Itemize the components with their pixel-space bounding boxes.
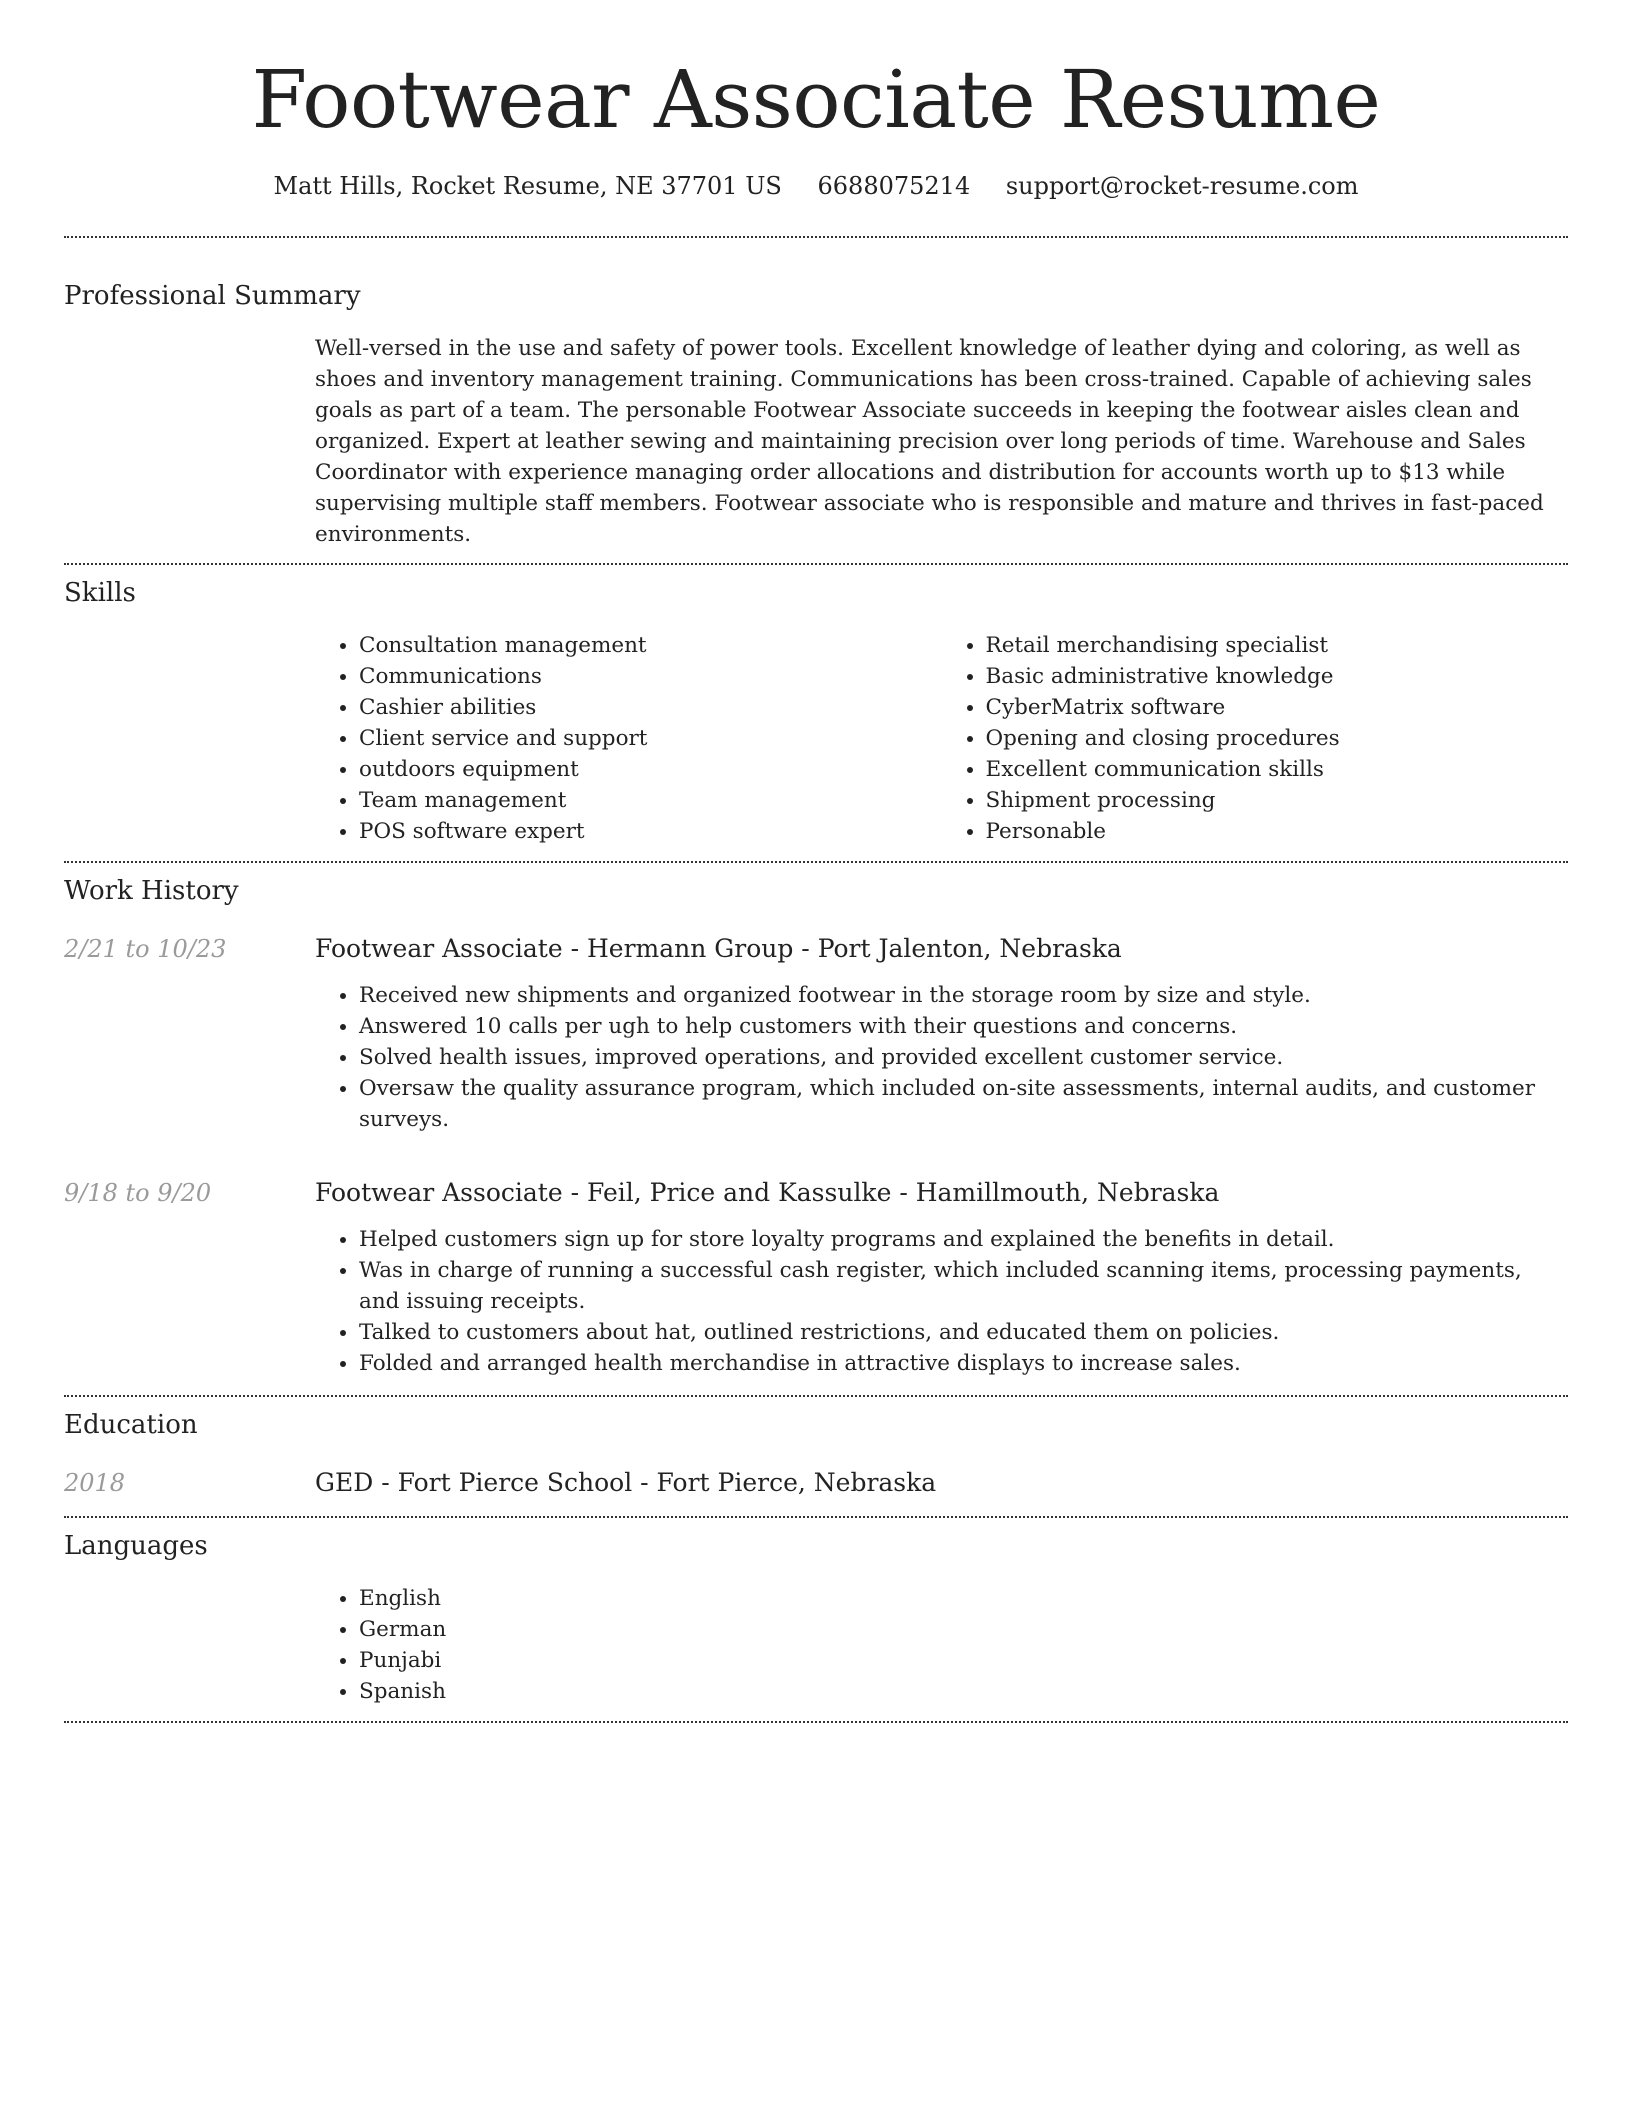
section-skills [64, 576, 1568, 847]
divider [64, 1516, 1568, 1518]
job-details [315, 1224, 1568, 1379]
skill-item: • outdoors equipment [359, 754, 942, 785]
contact-address: Matt Hills, Rocket Resume, NE 37701 US [273, 172, 782, 200]
skill-item: • Cashier abilities [359, 692, 942, 723]
divider [64, 1721, 1568, 1723]
skills-list-left [315, 630, 942, 847]
education-title: GED - Fort Pierce School - Fort Pierce, Nebraska [315, 1468, 937, 1497]
job-bullet: • Received new shipments and organized footwear in the storage room by size and style. [359, 980, 1568, 1011]
job-bullet: • Solved health issues, improved operations, and provided excellent customer service. [359, 1042, 1568, 1073]
job-header [64, 932, 1568, 966]
section-heading-education: Education [64, 1410, 198, 1440]
resume-page [64, 0, 1568, 1723]
summary-content [315, 333, 1568, 550]
language-item: • English [359, 1583, 1568, 1614]
language-item: • Spanish [359, 1676, 1568, 1707]
job-bullet: • Folded and arranged health merchandise in attractive displays to increase sales. [359, 1348, 1568, 1379]
section-heading-work: Work History [64, 876, 239, 906]
section-education [64, 1408, 1568, 1500]
skill-item: • Retail merchandising specialist [986, 630, 1569, 661]
section-summary [64, 279, 1568, 550]
job-title: Footwear Associate - Feil, Price and Kassulke - Hamillmouth, Nebraska [315, 1178, 1220, 1207]
skill-item: • Team management [359, 785, 942, 816]
section-heading-summary: Professional Summary [64, 281, 361, 311]
skill-item: • Consultation management [359, 630, 942, 661]
education-entry [64, 1466, 1568, 1500]
job-bullet: • Oversaw the quality assurance program, which included on-site assessments, internal audits, and customer surveys. [359, 1073, 1568, 1135]
skill-item: • Client service and support [359, 723, 942, 754]
job-bullets [315, 980, 1568, 1135]
divider [64, 1395, 1568, 1397]
section-heading-skills: Skills [64, 578, 136, 608]
skill-item: • Excellent communication skills [986, 754, 1569, 785]
skill-item: • Communications [359, 661, 942, 692]
contact-phone: 6688075214 [817, 172, 971, 200]
job-dates: 2/21 to 10/23 [64, 935, 227, 963]
contact-email: support@rocket-resume.com [1005, 172, 1359, 200]
skill-item: • POS software expert [359, 816, 942, 847]
job-bullet: • Talked to customers about hat, outlined restrictions, and educated them on policies. [359, 1317, 1568, 1348]
education-date: 2018 [64, 1469, 126, 1497]
job-header [64, 1176, 1568, 1210]
skills-columns [315, 630, 1568, 847]
job-dates: 9/18 to 9/20 [64, 1179, 212, 1207]
job-details [315, 980, 1568, 1135]
resume-title: Footwear Associate Resume [251, 53, 1381, 146]
divider [64, 563, 1568, 565]
section-heading-languages: Languages [64, 1531, 208, 1561]
language-item: • Punjabi [359, 1645, 1568, 1676]
skill-item: • Shipment processing [986, 785, 1569, 816]
section-languages [64, 1529, 1568, 1707]
skills-list-right [942, 630, 1569, 847]
job-title: Footwear Associate - Hermann Group - Port Jalenton, Nebraska [315, 934, 1122, 963]
job-bullets [315, 1224, 1568, 1379]
skill-item: • Personable [986, 816, 1569, 847]
job-bullet: • Was in charge of running a successful cash register, which included scanning items, processing payments, and issuing receipts. [359, 1255, 1568, 1317]
languages-list [315, 1583, 1568, 1707]
summary-text: Well-versed in the use and safety of power tools. Excellent knowledge of leather dying and coloring, as well as shoes and inventory management training. Communications has been cross-trained. Capable of achieving sales goals as part of a team. The personable Footwear Associate succeeds in keeping the footwear aisles clean and organized. Expert at leather sewing and maintaining precision over long periods of time. Warehouse and Sales Coordinator with experience managing order allocations and distribution for accounts worth up to $13 while supervising multiple staff members. Footwear associate who is responsible and mature and thrives in fast-paced environments. [315, 336, 1544, 547]
job-bullet: • Helped customers sign up for store loyalty programs and explained the benefits in detail. [359, 1224, 1568, 1255]
languages-content [315, 1583, 1568, 1707]
skill-item: • Opening and closing procedures [986, 723, 1569, 754]
section-work-history [64, 874, 1568, 1379]
language-item: • German [359, 1614, 1568, 1645]
job-bullet: • Answered 10 calls per ugh to help customers with their questions and concerns. [359, 1011, 1568, 1042]
contact-line [64, 170, 1568, 202]
divider [64, 861, 1568, 863]
skill-item: • CyberMatrix software [986, 692, 1569, 723]
divider [64, 236, 1568, 238]
skill-item: • Basic administrative knowledge [986, 661, 1569, 692]
